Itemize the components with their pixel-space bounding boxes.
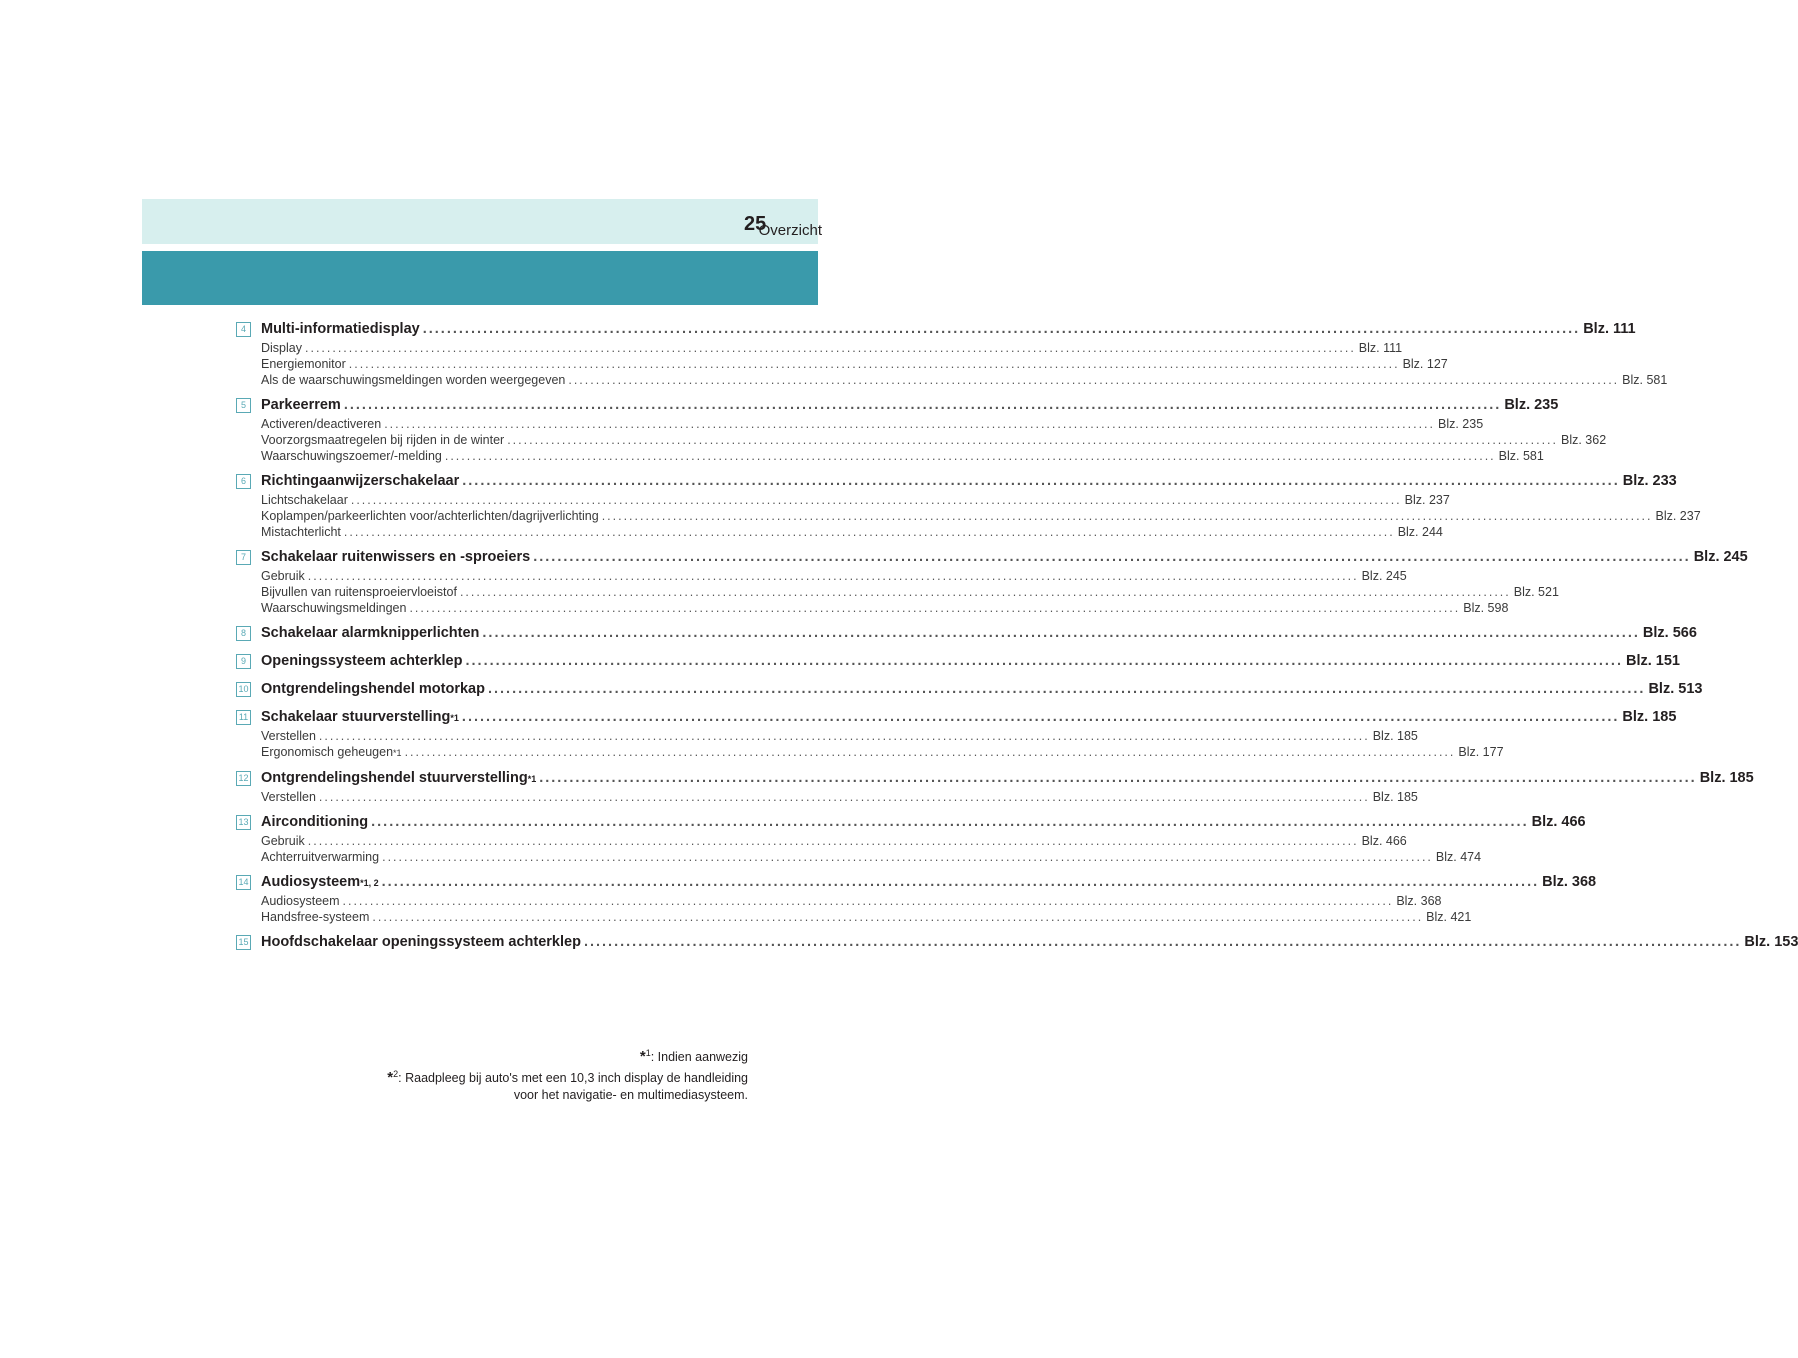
page-reference: Blz. 513 [1648, 681, 1703, 697]
dot-leader [482, 625, 1639, 641]
sub-entry-title: Activeren/deactiveren [261, 417, 382, 431]
dot-leader [533, 549, 1690, 565]
sub-entry-title: Waarschuwingszoemer/-melding [261, 449, 442, 463]
entry-head [236, 622, 1697, 644]
overview-entry [236, 678, 1703, 700]
entry-head [236, 650, 1680, 672]
dot-leader [319, 789, 1370, 805]
item-number-badge: 11 [236, 710, 251, 725]
entry-row [261, 625, 1697, 641]
entry-row [261, 549, 1748, 565]
entry-head [236, 394, 1559, 416]
sub-entry-row [261, 432, 1607, 448]
sub-entry-title: Ergonomisch geheugen [261, 745, 394, 759]
page-reference: Blz. 185 [1372, 729, 1418, 743]
dot-leader [539, 770, 1696, 786]
entry-row [261, 770, 1754, 786]
entry-row [261, 814, 1586, 830]
sub-entry-title: Display [261, 341, 302, 355]
header-bar [142, 199, 818, 244]
page-reference: Blz. 474 [1435, 850, 1482, 864]
dot-leader [445, 448, 1496, 464]
sub-entry-title: Achterruitverwarming [261, 850, 380, 864]
entry-head [236, 871, 1597, 893]
item-number-badge: 6 [236, 474, 251, 489]
overview-entry [236, 622, 1697, 644]
dot-leader [372, 909, 1423, 925]
footnote-marker: *1 [527, 774, 537, 784]
sub-entry-row [261, 909, 1472, 925]
page-reference: Blz. 185 [1622, 709, 1677, 725]
page-reference: Blz. 245 [1693, 549, 1748, 565]
footnote-asterisk: * [639, 1048, 646, 1066]
page-reference: Blz. 581 [1498, 449, 1544, 463]
item-number-badge: 4 [236, 322, 251, 337]
entry-row [261, 934, 1798, 950]
item-number-badge: 10 [236, 682, 251, 697]
dot-leader [384, 416, 1435, 432]
sub-entry-title: Gebruik [261, 569, 305, 583]
footnotes [387, 1045, 748, 1104]
sub-entry-title: Lichtschakelaar [261, 493, 348, 507]
entry-row [261, 653, 1680, 669]
entry-title: Audiosysteem [261, 874, 361, 890]
overview-entry [236, 394, 1607, 464]
sub-entry-title: Waarschuwingsmeldingen [261, 601, 407, 615]
sub-entry-row [261, 372, 1668, 388]
sub-entry-title: Voorzorgsmaatregelen bij rijden in de winter [261, 433, 505, 447]
sub-entry-row [261, 492, 1450, 508]
page-reference: Blz. 466 [1361, 834, 1407, 848]
page-reference: Blz. 581 [1622, 373, 1668, 387]
entry-title: Schakelaar ruitenwissers en -sproeiers [261, 549, 531, 565]
dot-leader [465, 653, 1622, 669]
page-reference: Blz. 598 [1463, 601, 1509, 615]
dot-leader [460, 584, 1511, 600]
entry-row [261, 681, 1702, 697]
page-reference: Blz. 185 [1372, 790, 1418, 804]
item-number-badge: 8 [236, 626, 251, 641]
entry-head [236, 811, 1586, 833]
overview-entry [236, 767, 1754, 805]
item-number-badge: 7 [236, 550, 251, 565]
sub-entry-title: Als de waarschuwingsmeldingen worden weergegeven [261, 373, 566, 387]
sub-entry-title: Energiemonitor [261, 357, 346, 371]
page-reference: Blz. 151 [1625, 653, 1680, 669]
dot-leader [602, 508, 1653, 524]
page-reference: Blz. 235 [1504, 397, 1559, 413]
overview-entries [236, 318, 1798, 959]
page-reference: Blz. 566 [1642, 625, 1697, 641]
item-number-badge: 12 [236, 771, 251, 786]
dot-leader [382, 874, 1539, 890]
sub-entry-row [261, 600, 1509, 616]
entry-title: Schakelaar stuurverstelling [261, 709, 451, 725]
entry-row [261, 473, 1677, 489]
section-title: Overzicht [758, 222, 822, 239]
page-reference: Blz. 368 [1396, 894, 1442, 908]
footnote-text: : Raadpleeg bij auto's met een 10,3 inch display de handleiding [398, 1071, 748, 1086]
entry-head [236, 470, 1677, 492]
entry-row [261, 321, 1636, 337]
header-band [142, 251, 818, 305]
sub-entry-row [261, 524, 1443, 540]
dot-leader [305, 340, 1356, 356]
dot-leader [344, 397, 1501, 413]
overview-entry [236, 871, 1597, 925]
sub-entry-row [261, 416, 1484, 432]
dot-leader [584, 934, 1741, 950]
item-number-badge: 5 [236, 398, 251, 413]
entry-title: Parkeerrem [261, 397, 341, 413]
sub-entry-title: Gebruik [261, 834, 305, 848]
page-reference: Blz. 111 [1583, 321, 1636, 337]
dot-leader [488, 681, 1645, 697]
footnote-line [387, 1087, 748, 1104]
page-reference: Blz. 521 [1513, 585, 1559, 599]
page-reference: Blz. 153 [1744, 934, 1798, 950]
sub-entry-title: Verstellen [261, 790, 316, 804]
overview-entry [236, 706, 1677, 761]
footnote-marker: *1, 2 [360, 878, 379, 888]
dot-leader [351, 492, 1402, 508]
page-reference: Blz. 127 [1402, 357, 1448, 371]
entry-head [236, 767, 1754, 789]
entry-row [261, 874, 1596, 890]
sub-entry-title: Mistachterlicht [261, 525, 341, 539]
footnote-marker: *1 [450, 713, 459, 723]
sub-entry-row [261, 849, 1482, 865]
sub-entry-row [261, 744, 1504, 761]
dot-leader [462, 473, 1619, 489]
entry-head [236, 931, 1798, 953]
sub-entry-row [261, 448, 1544, 464]
entry-title: Ontgrendelingshendel motorkap [261, 681, 485, 697]
entry-title: Hoofdschakelaar openingssysteem achterklep [261, 934, 581, 950]
page-reference: Blz. 233 [1622, 473, 1677, 489]
footnote-line [387, 1066, 748, 1087]
sub-entry-title: Audiosysteem [261, 894, 340, 908]
page-reference: Blz. 235 [1438, 417, 1484, 431]
page-reference: Blz. 368 [1542, 874, 1597, 890]
page-reference: Blz. 466 [1531, 814, 1586, 830]
footnote-asterisk: * [387, 1069, 394, 1087]
entry-head [236, 318, 1636, 340]
dot-leader [371, 814, 1528, 830]
overview-entry [236, 470, 1701, 540]
footnote-marker: *1 [393, 748, 402, 758]
sub-entry-row [261, 568, 1407, 584]
dot-leader [382, 849, 1433, 865]
footnote-number: 1 [645, 1048, 651, 1058]
page-reference: Blz. 245 [1361, 569, 1407, 583]
item-number-badge: 13 [236, 815, 251, 830]
overview-entry [236, 318, 1668, 388]
footnote-text: : Indien aanwezig [650, 1050, 748, 1065]
entry-row [261, 397, 1558, 413]
dot-leader [308, 833, 1359, 849]
entry-row [261, 709, 1676, 725]
sub-entry-row [261, 508, 1701, 524]
dot-leader [568, 372, 1619, 388]
dot-leader [308, 568, 1359, 584]
entry-head [236, 546, 1748, 568]
page-reference: Blz. 111 [1358, 341, 1403, 355]
page-reference: Blz. 185 [1699, 770, 1754, 786]
sub-entry-title: Bijvullen van ruitensproeiervloeistof [261, 585, 457, 599]
sub-entry-row [261, 833, 1407, 849]
overview-entry [236, 650, 1680, 672]
sub-entry-row [261, 356, 1448, 372]
item-number-badge: 14 [236, 875, 251, 890]
dot-leader [507, 432, 1558, 448]
footnote-text: voor het navigatie- en multimediasysteem. [513, 1088, 748, 1103]
dot-leader [462, 709, 1619, 725]
dot-leader [409, 600, 1460, 616]
entry-title: Ontgrendelingshendel stuurverstelling [261, 770, 528, 786]
dot-leader [423, 321, 1580, 337]
dot-leader [344, 524, 1395, 540]
item-number-badge: 15 [236, 935, 251, 950]
sub-entry-row [261, 584, 1559, 600]
page-reference: Blz. 237 [1404, 493, 1450, 507]
footnote-line [387, 1045, 748, 1066]
overview-entry [236, 931, 1798, 953]
page-reference: Blz. 362 [1561, 433, 1607, 447]
sub-entry-title: Handsfree-systeem [261, 910, 370, 924]
page-reference: Blz. 244 [1397, 525, 1443, 539]
entry-title: Richtingaanwijzerschakelaar [261, 473, 460, 489]
sub-entry-row [261, 340, 1403, 356]
dot-leader [343, 893, 1394, 909]
entry-head [236, 678, 1703, 700]
sub-entry-title: Koplampen/parkeerlichten voor/achterlichten/dagrijverlichting [261, 509, 599, 523]
page-number: 25 [744, 213, 767, 235]
sub-entry-row [261, 893, 1442, 909]
sub-entry-row [261, 789, 1418, 805]
entry-head [236, 706, 1677, 728]
dot-leader [319, 728, 1370, 744]
page-reference: Blz. 421 [1426, 910, 1472, 924]
overview-entry [236, 546, 1748, 616]
sub-entry-title: Verstellen [261, 729, 316, 743]
entry-title: Openingssysteem achterklep [261, 653, 463, 669]
sub-entry-row [261, 728, 1418, 744]
overview-entry [236, 811, 1586, 865]
dot-leader [405, 744, 1456, 760]
page-reference: Blz. 237 [1655, 509, 1701, 523]
item-number-badge: 9 [236, 654, 251, 669]
footnote-number: 2 [393, 1069, 399, 1080]
entry-title: Multi-informatiedisplay [261, 321, 420, 337]
page-reference: Blz. 177 [1458, 745, 1504, 759]
dot-leader [349, 356, 1400, 372]
entry-title: Schakelaar alarmknipperlichten [261, 625, 480, 641]
entry-title: Airconditioning [261, 814, 369, 830]
